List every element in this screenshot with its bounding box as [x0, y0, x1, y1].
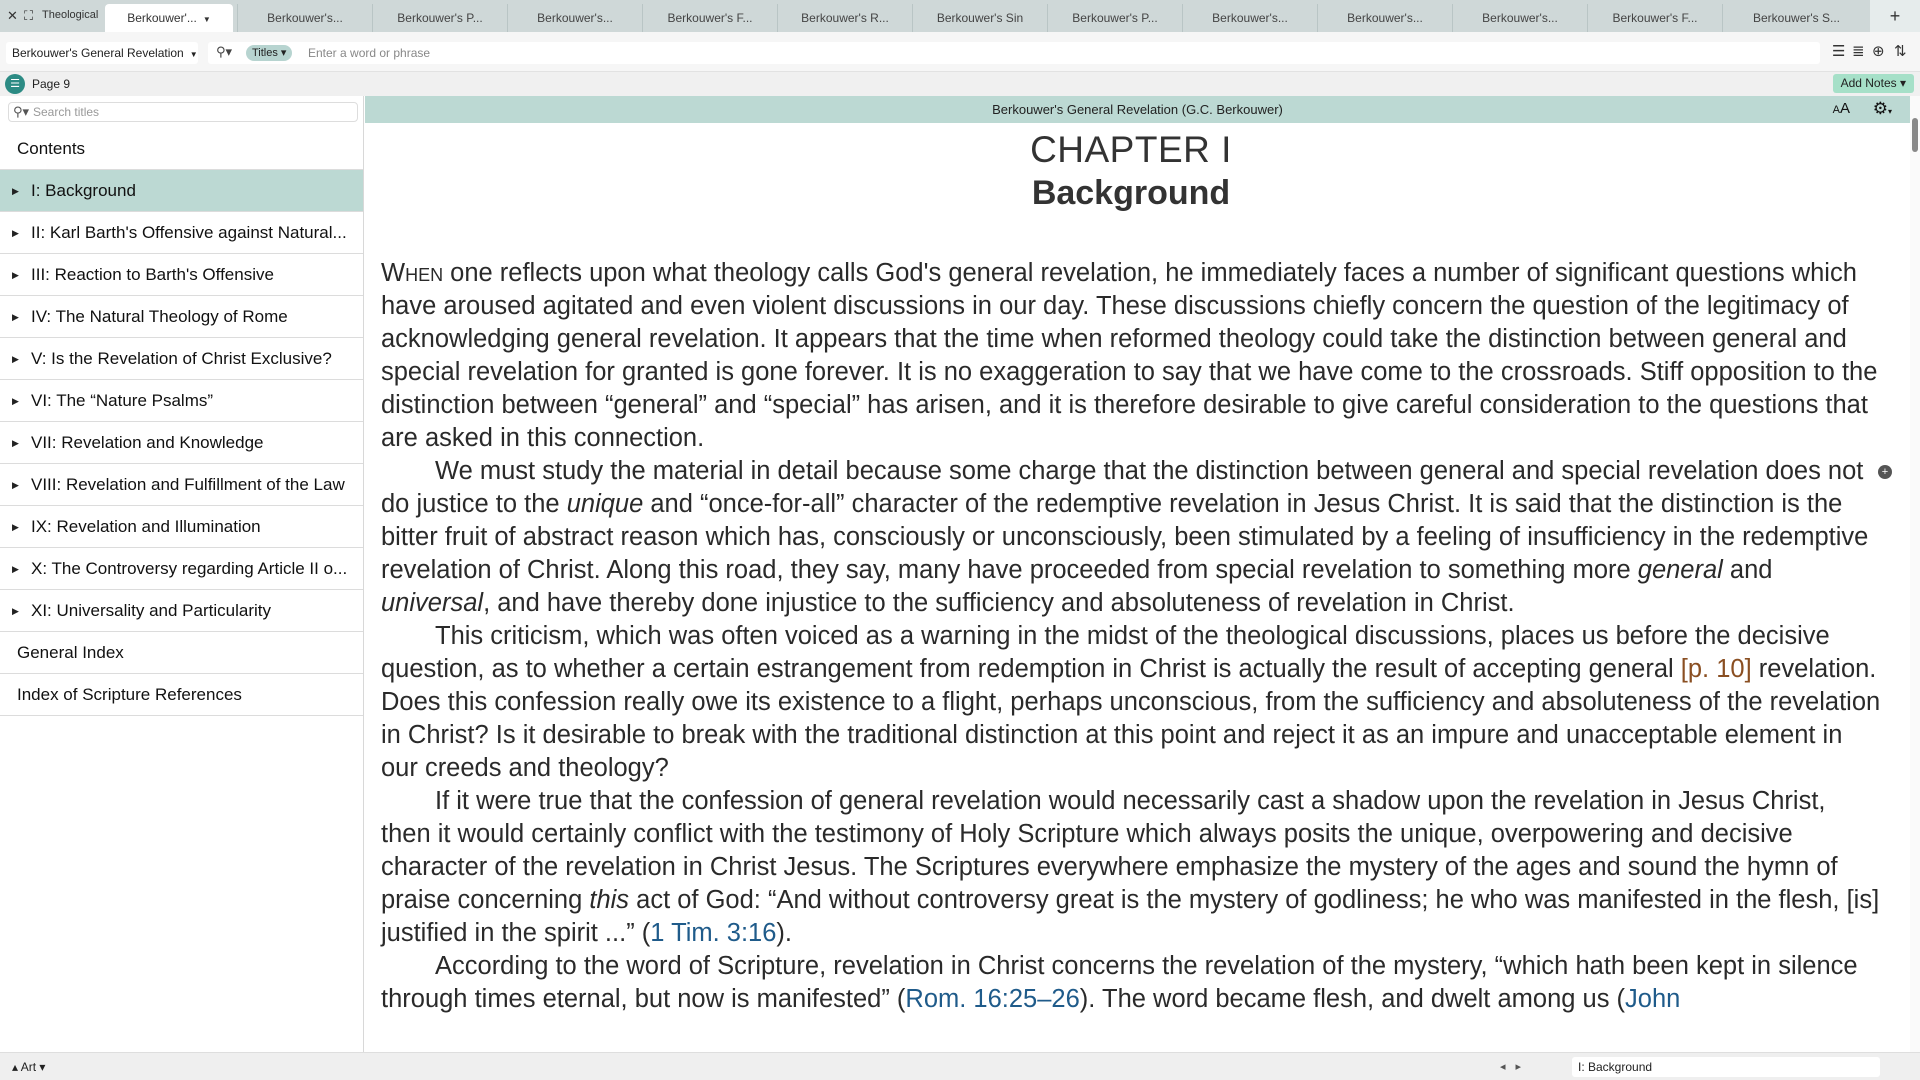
menu-icon: ☰ [10, 78, 20, 90]
tab-4[interactable] [507, 4, 642, 32]
tab-13[interactable] [1722, 4, 1870, 32]
paragraph: According to the word of Scripture, revelation in Christ concerns the revelation of the mystery, “which hath been kept in silence through times eternal, but now is manifested” (Rom. 16:25–26). The word became flesh, and dwelt among us (John [381, 952, 1858, 1013]
toc-item-chapter-9[interactable] [0, 506, 363, 548]
page-bar [0, 72, 1920, 96]
expand-triangle-icon[interactable]: ▶ [12, 228, 19, 238]
plus-icon: + [1889, 6, 1901, 26]
toc-item-chapter-3[interactable] [0, 254, 363, 296]
toc-item-chapter-7[interactable] [0, 422, 363, 464]
status-bar [0, 1052, 1920, 1080]
chapter-title: Background [1031, 174, 1231, 212]
expand-triangle-icon[interactable]: ▶ [12, 186, 19, 196]
toc-item-label: IV: The Natural Theology of Rome [31, 307, 288, 326]
toc-item-label: V: Is the Revelation of Christ Exclusive? [31, 349, 332, 368]
tab-5[interactable] [642, 4, 777, 32]
tab-label: Berkouwer's... [1347, 11, 1423, 25]
resource-selector[interactable] [6, 42, 198, 64]
toc-item-chapter-8[interactable] [0, 464, 363, 506]
expand-triangle-icon[interactable]: ▶ [12, 270, 19, 280]
chevron-down-icon: ▾ [1899, 76, 1906, 90]
tab-label: Berkouwer's... [1482, 11, 1558, 25]
tab-label: Berkouwer's F... [1612, 11, 1698, 25]
expand-triangle-icon[interactable]: ▶ [12, 438, 19, 448]
forward-arrow-icon[interactable]: ▸ [1515, 1061, 1532, 1073]
toc-item-chapter-4[interactable] [0, 296, 363, 338]
font-size-icon[interactable]: AA [1832, 100, 1850, 117]
expand-triangle-icon[interactable]: ▶ [12, 354, 19, 364]
tab-label: Berkouwer's R... [801, 11, 889, 25]
tab-7[interactable] [912, 4, 1047, 32]
tab-label: Berkouwer's S... [1753, 11, 1840, 25]
reader-pane [365, 123, 1910, 1052]
tab-2[interactable] [237, 4, 372, 32]
resource-name: Berkouwer's General Revelation [12, 46, 184, 60]
expand-triangle-icon[interactable]: ▶ [12, 396, 19, 406]
tab-label: Berkouwer's... [267, 11, 343, 25]
scripture-reference-link[interactable]: 1 Tim. 3:16 [650, 919, 777, 947]
tab-label: Berkouwer's P... [397, 11, 483, 25]
app-name: Theological [42, 9, 99, 21]
expand-triangle-icon[interactable]: ▶ [12, 522, 19, 532]
search-scope-label: Titles [252, 47, 278, 59]
toc-item-label: I: Background [31, 181, 136, 200]
toc-item-contents[interactable] [0, 128, 363, 170]
drop-cap-word: When [381, 259, 444, 287]
article [381, 129, 1881, 1016]
tab-bar [0, 0, 1920, 32]
toc-item-label: IX: Revelation and Illumination [31, 517, 261, 536]
toc-item-label: VI: The “Nature Psalms” [31, 391, 214, 410]
toc-item-chapter-10[interactable] [0, 548, 363, 590]
search-scope-dropdown[interactable]: Titles ▾ [246, 45, 292, 61]
add-notes-label: Add Notes [1840, 76, 1897, 90]
fullscreen-icon[interactable]: ⛶ [24, 8, 34, 23]
toc-item-label: VII: Revelation and Knowledge [31, 433, 264, 452]
toolbar [0, 32, 1920, 72]
page-number: Page 9 [32, 77, 71, 91]
toc-item-chapter-2[interactable] [0, 212, 363, 254]
history-nav [1500, 1060, 1531, 1073]
tab-8[interactable] [1047, 4, 1182, 32]
sync-icon[interactable]: ⇅ [1894, 43, 1907, 60]
toc-item-scripture-index[interactable] [0, 674, 363, 716]
toc-item-label: Contents [17, 139, 86, 158]
search-input[interactable] [308, 44, 1788, 62]
contents-sidebar [0, 96, 364, 1052]
toc-item-label: X: The Controversy regarding Article II o... [31, 559, 348, 578]
toc-item-label: Index of Scripture References [17, 685, 242, 704]
add-icon[interactable]: ⊕ [1872, 43, 1885, 60]
chevron-down-icon: ▼ [189, 50, 198, 59]
toc-item-label: VIII: Revelation and Fulfillment of the Law [31, 475, 345, 494]
tab-3[interactable] [372, 4, 507, 32]
back-arrow-icon[interactable]: ◂ [1500, 1061, 1516, 1073]
toc-item-label: General Index [17, 643, 124, 662]
expand-triangle-icon[interactable]: ▶ [12, 312, 19, 322]
location-field[interactable]: I: Background [1572, 1057, 1880, 1077]
chevron-down-icon[interactable]: ▼ [202, 15, 211, 24]
tab-label: Berkouwer's F... [667, 11, 753, 25]
expand-triangle-icon[interactable]: ▶ [12, 480, 19, 490]
paragraph: If it were true that the confession of general revelation would necessarily cast a shadow upon the revelation in Jesus Christ, then it would certainly conflict with the testimony of Holy Scripture which always posits the unique, overpowering and decisive character of the revelation in Christ Jesus. The Scriptures everywhere emphasize the mystery of the ages and sound the hymn of praise concerning this act of God: “And without controversy great is the mystery of godliness; he who was manifested in the flesh, [is] justified in the spirit ...” (1 Tim. 3:16). [381, 787, 1880, 947]
tab-label: Berkouwer's P... [1072, 11, 1158, 25]
tab-label: Berkouwer's Sin [936, 11, 1024, 25]
paragraph: When one reflects upon what theology calls God's general revelation, he immediately faces a number of significant questions which have aroused agitated and even violent discussions in our day. These discussions chiefly concern the question of the legitimacy of acknowledging general revelation. It appears that the time when reformed theology could take the distinction between general and special revelation for granted is gone forever. It is no exaggeration to say that we have come to the crossroads. Stiff opposition to the distinction between “general” and “special” has arisen, and it is therefore desirable to give careful consideration to the questions that are asked in this connection. [381, 259, 1878, 452]
tab-label: Berkouwer's... [1212, 11, 1288, 25]
search-titles-input[interactable] [33, 104, 353, 120]
toc-item-chapter-11[interactable] [0, 590, 363, 632]
table-of-contents [0, 128, 363, 716]
tab-label: Berkouwer'... [127, 11, 197, 25]
tab-12[interactable] [1587, 4, 1722, 32]
search-icon: ⚲▾ [13, 104, 30, 119]
tab-11[interactable] [1452, 4, 1587, 32]
close-window-icon[interactable]: ✕ [7, 8, 18, 23]
toc-icon[interactable]: ≣ [1852, 43, 1865, 60]
tab-1[interactable] [105, 4, 233, 32]
toc-item-chapter-6[interactable] [0, 380, 363, 422]
paragraph: This criticism, which was often voiced as a warning in the midst of the theological discussions, places us before the decisive question, as to whether a certain estrangement from redemption in Christ is actually the result of accepting general [p. 10] revelation. Does this confession really owe its existence to a flight, perhaps unconscious, from the sufficiency and absoluteness of the revelation in Christ? Is it desirable to break with the traditional distinction at this point and reject it as an impure and unacceptable element in our creeds and theology? [381, 622, 1881, 782]
toc-item-label: XI: Universality and Particularity [31, 601, 271, 620]
new-tab-button[interactable] [1870, 0, 1920, 32]
add-notes-button[interactable] [1833, 74, 1914, 93]
page-reference[interactable]: [p. 10] [1680, 655, 1752, 683]
scrollbar-thumb[interactable] [1912, 118, 1918, 152]
chapter-number: CHAPTER I [1030, 129, 1232, 170]
expand-triangle-icon[interactable]: ▶ [12, 564, 19, 574]
layout-label: Art [20, 1060, 37, 1074]
body-text [381, 257, 1881, 1016]
scripture-reference-link[interactable]: John [1625, 985, 1681, 1013]
toc-item-chapter-1[interactable] [0, 170, 363, 212]
toc-item-label: III: Reaction to Barth's Offensive [31, 265, 274, 284]
toc-item-chapter-5[interactable] [0, 338, 363, 380]
expand-triangle-icon[interactable]: ▶ [12, 606, 19, 616]
tab-label: Berkouwer's... [537, 11, 613, 25]
reader-scrollbar[interactable] [1910, 96, 1920, 1052]
scripture-reference-link[interactable]: Rom. 16:25–26 [905, 985, 1080, 1013]
add-note-icon[interactable]: + [1878, 465, 1892, 479]
toc-item-general-index[interactable] [0, 632, 363, 674]
paragraph: We must study the material in detail because some charge that the distinction between general and special revelation does not do justice to the unique and “once-for-all” character of the redemptive revelation in Jesus Christ. It is said that the distinction is the bitter fruit of abstract reason which has, consciously or unconsciously, been stimulated by a feeling of insufficiency in the redemptive revelation of Christ. Along this road, they say, many have proceeded from special revelation to something more general and universal, and have thereby done injustice to the sufficiency and absoluteness of revelation in Christ. [381, 457, 1869, 617]
toc-item-label: II: Karl Barth's Offensive against Natural... [31, 223, 347, 242]
resource-title: Berkouwer's General Revelation (G.C. Berkouwer) [992, 102, 1283, 117]
layout-menu-button[interactable] [12, 1060, 45, 1074]
search-icon[interactable]: ⚲▾ [216, 44, 233, 59]
tab-6[interactable] [777, 4, 912, 32]
tab-10[interactable] [1317, 4, 1452, 32]
title-search-box[interactable] [8, 102, 358, 122]
reader-header [365, 96, 1910, 123]
gear-icon[interactable]: ⚙▾ [1872, 99, 1892, 118]
panel-menu-button[interactable] [5, 74, 25, 94]
tab-9[interactable] [1182, 4, 1317, 32]
chevron-up-icon: ▴ [12, 1060, 19, 1074]
list-icon[interactable]: ☰ [1832, 43, 1846, 60]
search-bar[interactable] [208, 42, 1820, 64]
chevron-down-icon: ▾ [39, 1060, 46, 1074]
